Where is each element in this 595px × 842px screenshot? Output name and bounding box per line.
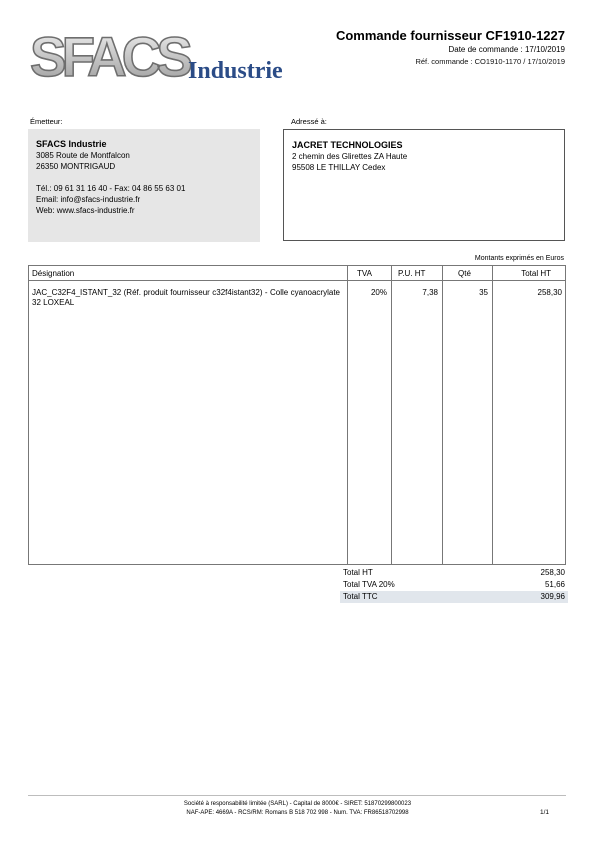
- document-title: Commande fournisseur CF1910-1227: [335, 28, 565, 43]
- order-reference: Réf. commande : CO1910-1170 / 17/10/2019: [415, 57, 565, 66]
- recipient-name: JACRET TECHNOLOGIES: [292, 140, 403, 150]
- sender-name: SFACS Industrie: [36, 139, 107, 149]
- column-divider: [442, 266, 443, 564]
- items-table: [28, 265, 566, 565]
- total-tva-row: [340, 579, 568, 591]
- column-divider: [492, 266, 493, 564]
- totals-block: [340, 567, 568, 603]
- total-ttc-row: [340, 591, 568, 603]
- sender-box: [28, 129, 260, 242]
- column-divider: [347, 266, 348, 564]
- column-divider: [391, 266, 392, 564]
- total-ht-value: 258,30: [540, 568, 565, 577]
- total-tva-label: Total TVA 20%: [343, 580, 395, 589]
- recipient-label: Adressé à:: [291, 117, 327, 126]
- total-ttc-value: 309,96: [540, 592, 565, 601]
- total-tva-value: 51,66: [544, 580, 565, 589]
- logo-word: Industrie: [188, 58, 283, 84]
- total-ht-row: [340, 567, 568, 579]
- header-unit-price: P.U. HT: [398, 269, 426, 278]
- header-designation: Désignation: [32, 269, 75, 278]
- header-total-ht: Total HT: [521, 269, 551, 278]
- header-tva: TVA: [357, 269, 372, 278]
- company-logo: [30, 30, 320, 90]
- page-number: 1/1: [539, 809, 549, 816]
- footer-legal-line2: NAF-APE: 4669A - RCS/RM: Romans B 518 702 998 - Num. TVA: FR86518702998: [186, 810, 409, 816]
- recipient-address-line1: 2 chemin des Glirettes ZA Haute: [292, 152, 408, 161]
- row-total-ht: 258,30: [537, 288, 562, 297]
- sender-label: Émetteur:: [30, 117, 63, 126]
- footer-legal-line1: Société à responsabilité limitée (SARL) - Capital de 8000€ - SIRET: 51870299800023: [183, 801, 412, 807]
- sender-address-line2: 26350 MONTRIGAUD: [36, 162, 116, 171]
- recipient-box: [283, 129, 565, 241]
- sender-email: Email: info@sfacs-industrie.fr: [36, 195, 141, 204]
- sender-address-line1: 3085 Route de Montfalcon: [36, 151, 130, 160]
- footer-divider: [28, 795, 566, 796]
- row-designation: JAC_C32F4_ISTANT_32 (Réf. produit fournisseur c32f4istant32) - Colle cyanoacrylate 32 LOXEAL: [32, 288, 340, 307]
- total-ht-label: Total HT: [343, 568, 373, 577]
- row-tva: 20%: [370, 288, 387, 297]
- row-quantity: 35: [479, 288, 488, 297]
- row-unit-price: 7,38: [422, 288, 438, 297]
- header-quantity: Qté: [458, 269, 471, 278]
- recipient-address-line2: 95508 LE THILLAY Cedex: [292, 163, 386, 172]
- order-date: Date de commande : 17/10/2019: [448, 45, 565, 54]
- sender-web: Web: www.sfacs-industrie.fr: [36, 206, 135, 215]
- table-header-row: [29, 266, 565, 281]
- svg-text:SFACS: SFACS: [30, 30, 192, 84]
- currency-note: Montants exprimés en Euros: [474, 255, 564, 262]
- total-ttc-label: Total TTC: [343, 592, 378, 601]
- sender-phone: Tél.: 09 61 31 16 40 - Fax: 04 86 55 63 01: [36, 184, 186, 193]
